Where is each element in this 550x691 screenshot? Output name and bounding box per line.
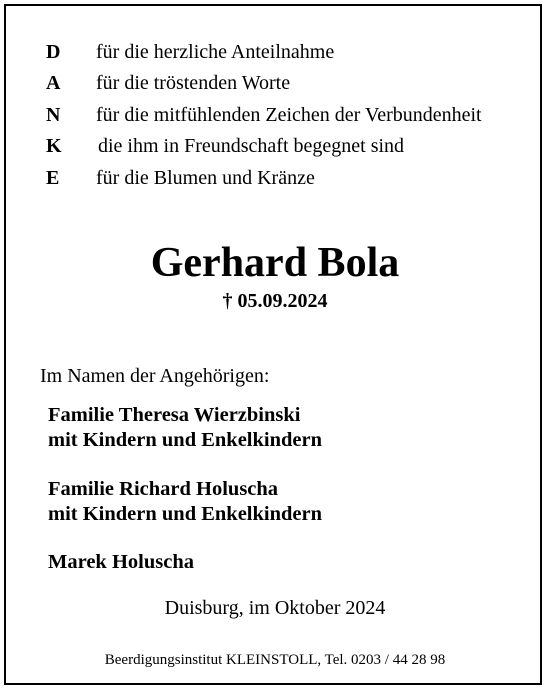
place-date: Duisburg, im Oktober 2024 bbox=[164, 597, 386, 619]
death-date: † 05.09.2024 bbox=[222, 290, 328, 312]
danke-letter: K bbox=[46, 135, 62, 157]
danke-text: die ihm in Freundschaft begegnet sind bbox=[98, 135, 405, 157]
family-2-line-1: Familie Richard Holuscha bbox=[48, 478, 279, 500]
family-2-line-2: mit Kindern und Enkelkindern bbox=[48, 503, 322, 525]
family-1-line-2: mit Kindern und Enkelkindern bbox=[48, 429, 322, 451]
intro-line: Im Namen der Angehörigen: bbox=[40, 365, 270, 387]
danke-text: für die herzliche Anteilnahme bbox=[96, 41, 335, 63]
danke-text: für die tröstenden Worte bbox=[96, 72, 291, 94]
funeral-home-footer: Beerdigungsinstitut KLEINSTOLL, Tel. 0203 / 44 28 98 bbox=[104, 652, 446, 668]
deceased-name: Gerhard Bola bbox=[150, 240, 400, 286]
obituary-card bbox=[4, 4, 542, 685]
danke-text: für die mitfühlenden Zeichen der Verbundenheit bbox=[96, 104, 482, 126]
family-1-line-1: Familie Theresa Wierzbinski bbox=[48, 404, 301, 426]
family-3-line-1: Marek Holuscha bbox=[48, 551, 194, 573]
danke-text: für die Blumen und Kränze bbox=[96, 167, 315, 189]
danke-letter: A bbox=[46, 72, 61, 94]
danke-letter: N bbox=[46, 104, 61, 126]
danke-letter: D bbox=[46, 41, 61, 63]
danke-letter: E bbox=[46, 167, 60, 189]
